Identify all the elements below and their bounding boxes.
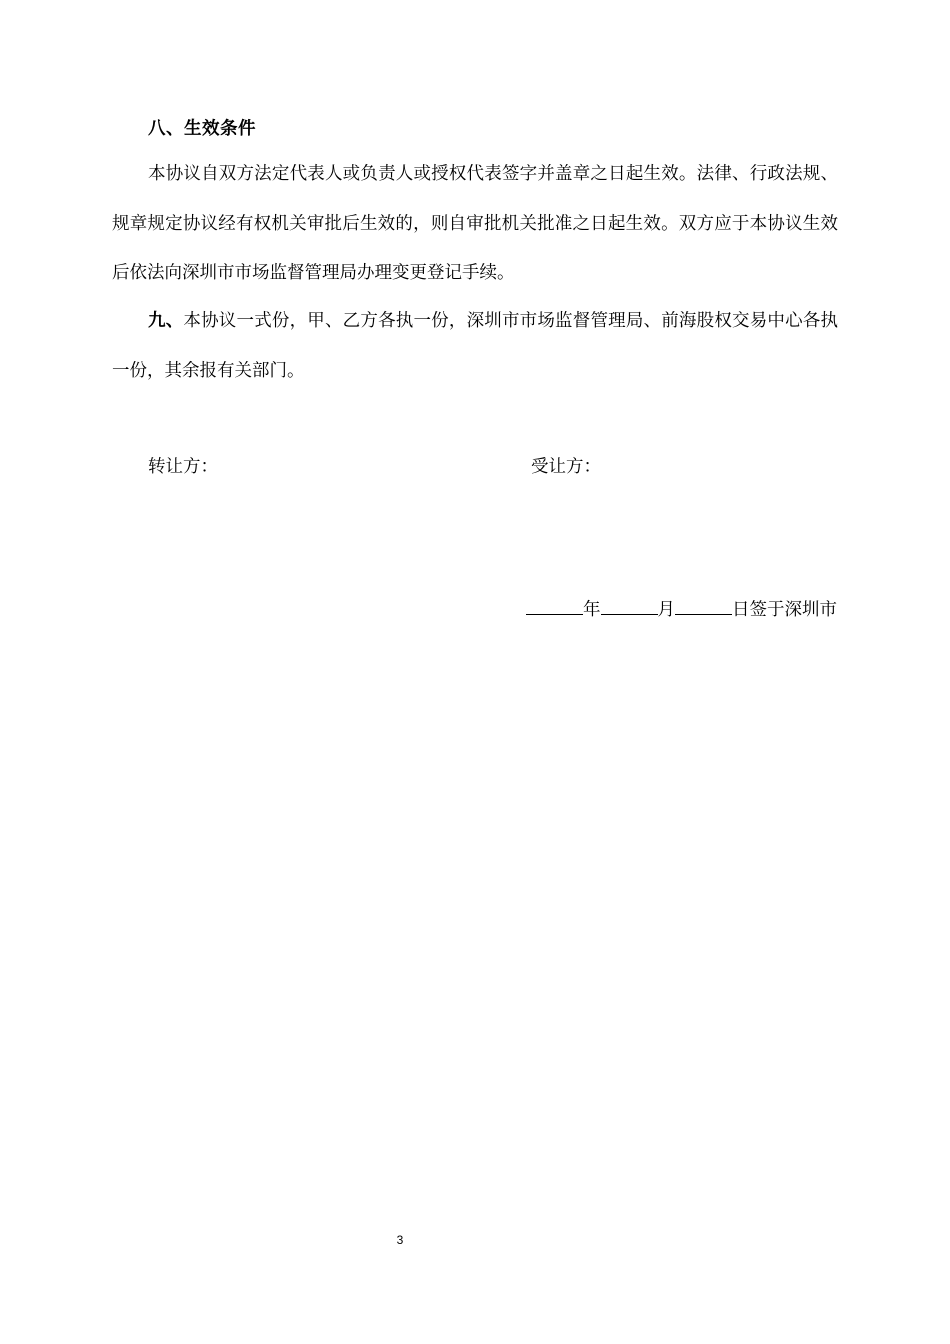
- month-blank: [601, 596, 658, 615]
- day-blank: [675, 596, 732, 615]
- year-blank: [526, 596, 583, 615]
- day-place-label: 日签于深圳市: [732, 600, 837, 620]
- year-label: 年: [583, 600, 601, 620]
- transferee-label: 受让方：: [531, 457, 601, 477]
- section-9-paragraph: [112, 297, 838, 396]
- page-number: 3: [396, 1233, 404, 1247]
- section-9-number: 九、: [148, 311, 184, 331]
- transferor-label: 转让方：: [148, 457, 218, 477]
- section-8-body: 本协议自双方法定代表人或负责人或授权代表签字并盖章之日起生效。法律、行政法规、规章规定协议经有权机关审批后生效的，则自审批机关批准之日起生效。双方应于本协议生效后依法向深圳市市场监督管理局办理变更登记手续。: [112, 164, 838, 283]
- month-label: 月: [657, 600, 675, 620]
- signing-date-line: [526, 596, 837, 624]
- section-9-body: 本协议一式份，甲、乙方各执一份，深圳市市场监督管理局、前海股权交易中心各执一份，其余报有关部门。: [112, 311, 839, 381]
- section-8-heading: 八、生效条件: [148, 119, 256, 139]
